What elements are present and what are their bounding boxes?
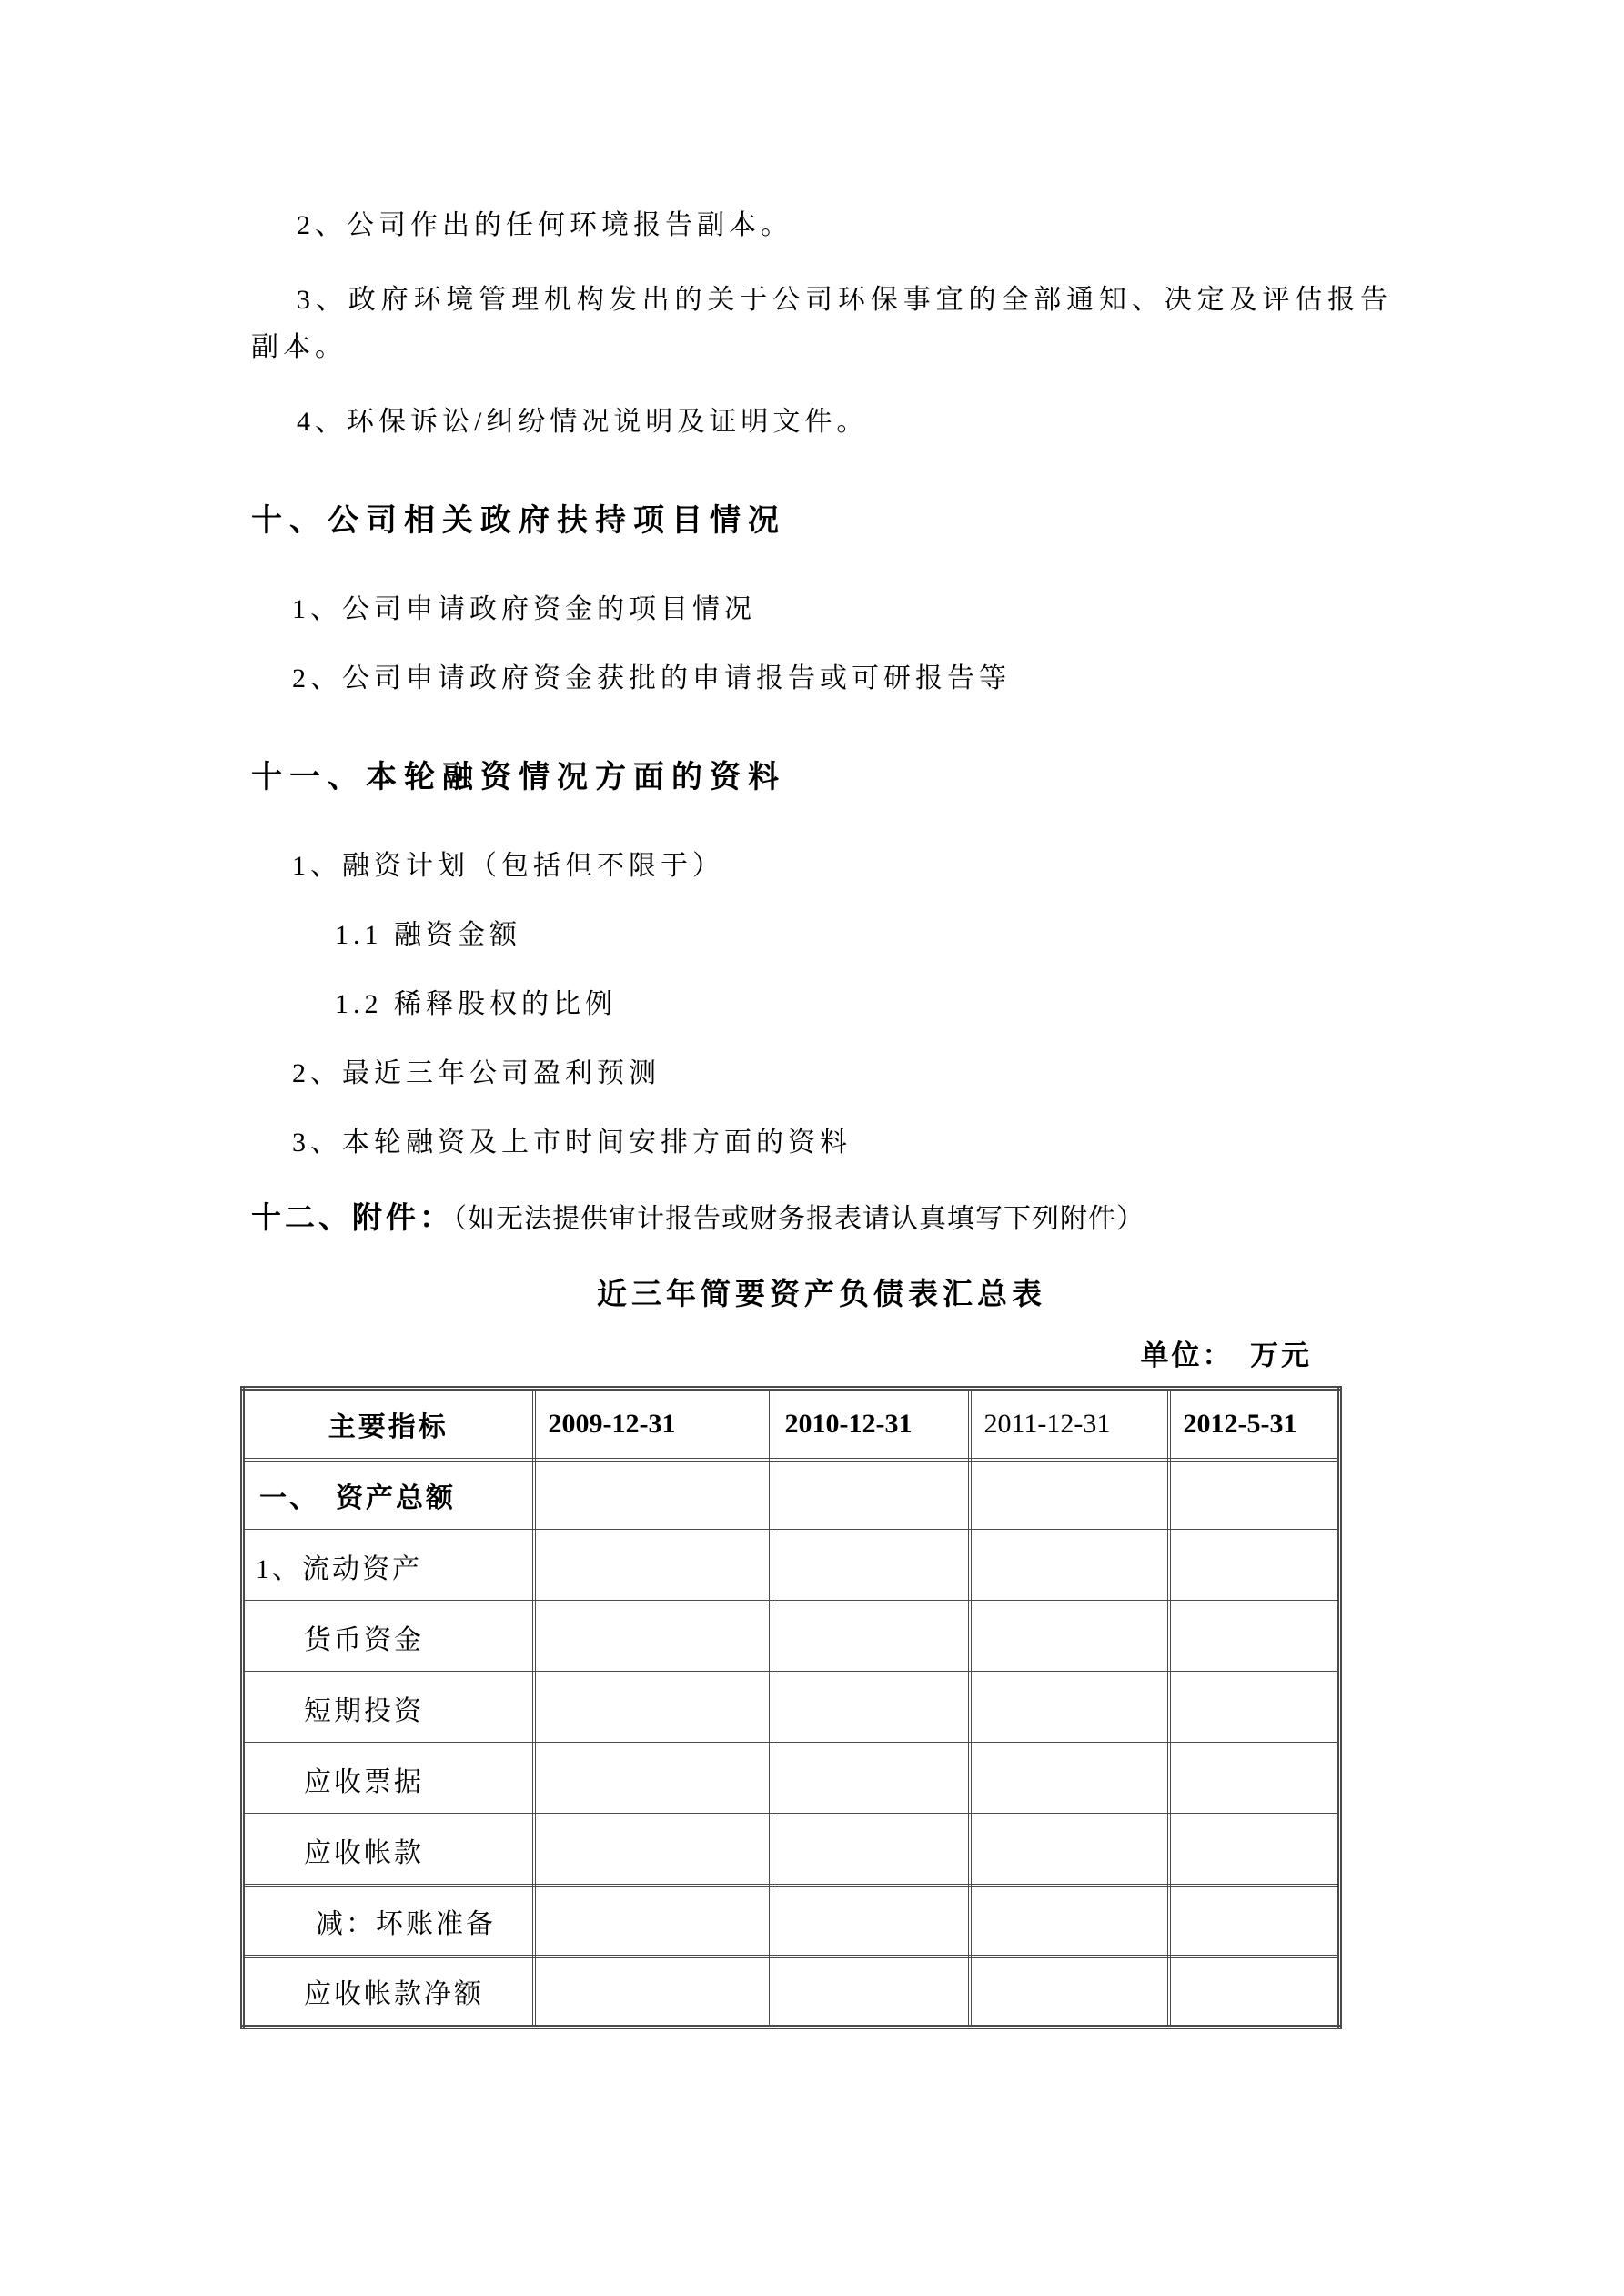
row-label: 应收帐款净额 [243,1957,534,2028]
table-cell-empty [771,1460,970,1531]
table-cell-empty [1169,1744,1340,1815]
header-date-2009: 2009-12-31 [534,1389,771,1460]
section-11-item-1: 1、融资计划（包括但不限于） [292,851,724,881]
table-cell-empty [1169,1886,1340,1957]
row-label: 应收票据 [243,1744,534,1815]
header-date-2010: 2010-12-31 [771,1389,970,1460]
balance-sheet-block [240,1337,1337,2029]
table-row-short-term-investment [243,1673,1340,1744]
row-label: 短期投资 [243,1673,534,1744]
table-cell-empty [1169,1673,1340,1744]
row-label: 一、 资产总额 [243,1460,534,1531]
section-11-item-1-2: 1.2 稀释股权的比例 [335,989,617,1019]
section-12-heading-line [251,1194,1392,1244]
table-cell-empty [970,1673,1169,1744]
table-row-total-assets [243,1460,1340,1531]
section-10-heading: 十、公司相关政府扶持项目情况 [251,504,786,538]
table-cell-empty [534,1602,771,1673]
table-cell-empty [970,1744,1169,1815]
table-cell-empty [970,1602,1169,1673]
table-row-current-assets [243,1531,1340,1602]
table-cell-empty [970,1531,1169,1602]
table-row-notes-receivable [243,1744,1340,1815]
unit-label: 单位： 万元 [1140,1340,1312,1371]
section-12-title: 十二、附件： [251,1202,453,1235]
table-cell-empty [970,1957,1169,2028]
table-cell-empty [1169,1602,1340,1673]
header-date-2012: 2012-5-31 [1169,1389,1340,1460]
table-cell-empty [534,1673,771,1744]
table-cell-empty [771,1815,970,1886]
row-label: 减：坏账准备 [243,1886,534,1957]
env-report-item-2: 2、公司作出的任何环境报告副本。 [297,210,792,240]
section-10-item-2: 2、公司申请政府资金获批的申请报告或可研报告等 [292,663,1011,693]
table-cell-empty [1169,1531,1340,1602]
row-label: 货币资金 [243,1602,534,1673]
table-cell-empty [771,1957,970,2028]
table-row-cash [243,1602,1340,1673]
table-cell-empty [771,1673,970,1744]
table-cell-empty [1169,1815,1340,1886]
table-row-accounts-receivable [243,1815,1340,1886]
header-metric: 主要指标 [243,1389,534,1460]
table-cell-empty [771,1886,970,1957]
balance-sheet-title: 近三年简要资产负债表汇总表 [597,1279,1046,1311]
table-cell-empty [970,1460,1169,1531]
row-label: 1、流动资产 [243,1531,534,1602]
section-11-heading: 十一、本轮融资情况方面的资料 [251,761,786,794]
table-cell-empty [534,1957,771,2028]
balance-sheet-table [240,1386,1342,2029]
table-cell-empty [970,1815,1169,1886]
table-header-row [243,1389,1340,1460]
section-11-item-2: 2、最近三年公司盈利预测 [292,1058,661,1088]
section-10-item-1: 1、公司申请政府资金的项目情况 [292,594,756,624]
env-report-item-3: 3、政府环境管理机构发出的关于公司环保事宜的全部通知、决定及评估报告副本。 [251,285,1392,362]
table-cell-empty [534,1531,771,1602]
table-cell-empty [771,1744,970,1815]
table-row-net-accounts-receivable [243,1957,1340,2028]
section-11-item-3: 3、本轮融资及上市时间安排方面的资料 [292,1128,852,1158]
section-12-note: （如无法提供审计报告或财务报表请认真填写下列附件） [453,1204,1145,1234]
table-cell-empty [534,1815,771,1886]
header-date-2011: 2011-12-31 [970,1389,1169,1460]
table-cell-empty [970,1886,1169,1957]
table-cell-empty [771,1602,970,1673]
table-cell-empty [1169,1460,1340,1531]
table-cell-empty [534,1744,771,1815]
table-row-bad-debt-reserve [243,1886,1340,1957]
table-cell-empty [534,1460,771,1531]
table-cell-empty [1169,1957,1340,2028]
table-cell-empty [534,1886,771,1957]
row-label: 应收帐款 [243,1815,534,1886]
table-cell-empty [771,1531,970,1602]
section-11-item-1-1: 1.1 融资金额 [335,920,521,950]
env-report-item-4: 4、环保诉讼/纠纷情况说明及证明文件。 [297,407,869,437]
